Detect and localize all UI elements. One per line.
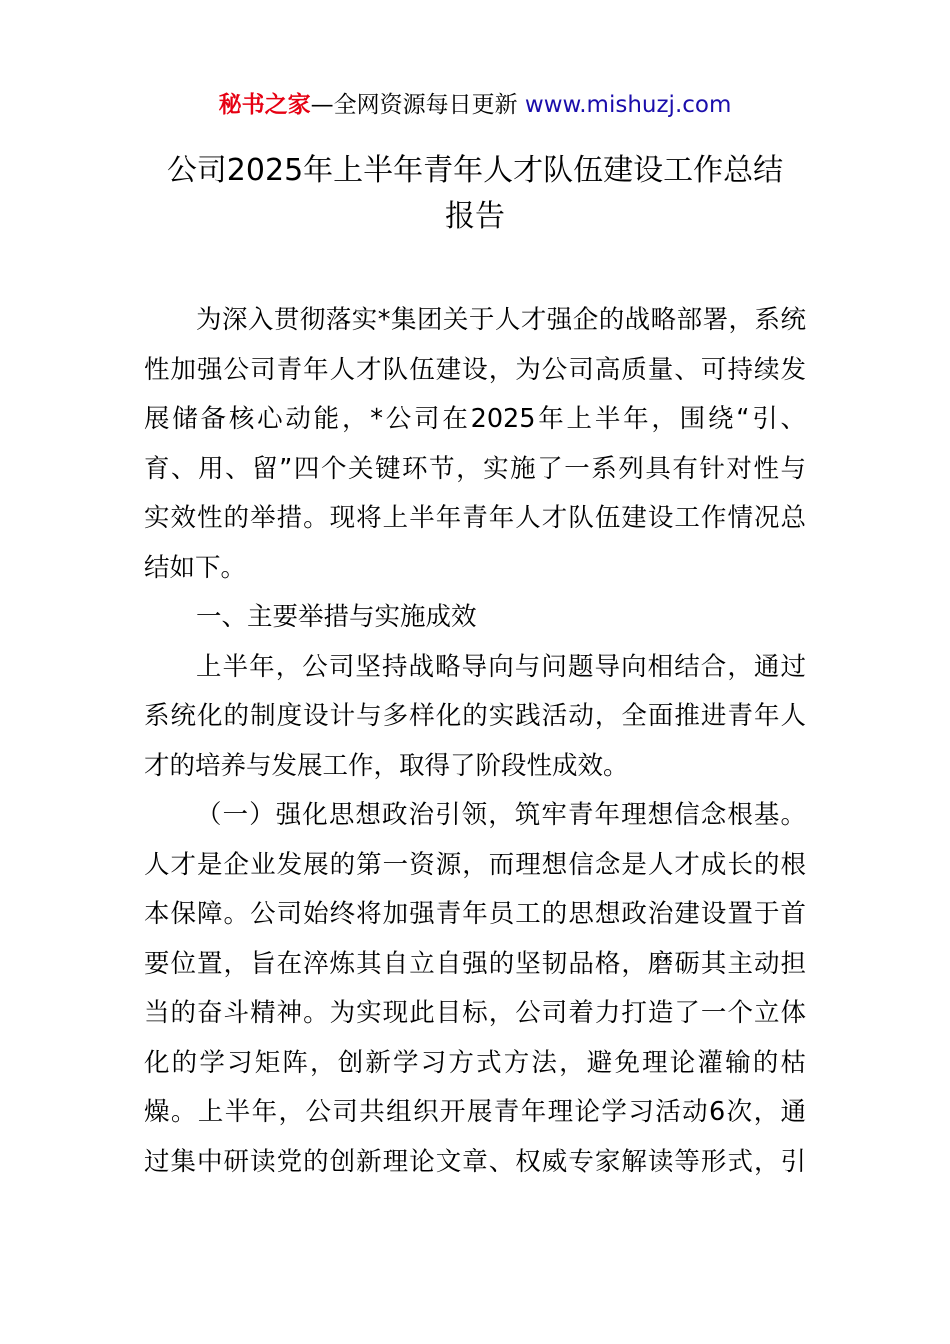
- document-title: [100, 148, 850, 240]
- paragraph-line: 过集中研读党的创新理论文章、权威专家解读等形式，引: [144, 1146, 806, 1177]
- paragraph-line: 育、用、留”四个关键环节，实施了一系列具有针对性与: [144, 453, 806, 484]
- paragraph-line: 实效性的举措。现将上半年青年人才队伍建设工作情况总: [144, 503, 806, 533]
- paragraph-line: 上半年，公司坚持战略导向与问题导向相结合，通过: [196, 651, 806, 682]
- paragraph-line: 燥。上半年，公司共组织开展青年理论学习活动6次，通: [144, 1097, 806, 1127]
- title-line-2: 报告: [445, 199, 505, 234]
- site-header: [0, 88, 950, 122]
- subsection-heading: （一）强化思想政治引领，筑牢青年理想信念根基。: [196, 800, 806, 830]
- paragraph-line: 要位置，旨在淬炼其自立自强的坚韧品格，磨砺其主动担: [144, 948, 806, 979]
- site-name: 秘书之家: [218, 92, 311, 118]
- paragraph-line: 本保障。公司始终将加强青年员工的思想政治建设置于首: [144, 899, 806, 929]
- paragraph-line: 为深入贯彻落实*集团关于人才强企的战略部署，系统: [196, 305, 806, 335]
- paragraph-line: 展储备核心动能，*公司在2025年上半年，围绕“引、: [144, 404, 806, 434]
- paragraph-line: 性加强公司青年人才队伍建设，为公司高质量、可持续发: [144, 354, 806, 385]
- paragraph-line: 人才是企业发展的第一资源，而理想信念是人才成长的根: [144, 849, 806, 880]
- site-tagline: —全网资源每日更新: [310, 92, 518, 118]
- document-body: [144, 296, 806, 1187]
- paragraph-line: 当的奋斗精神。为实现此目标，公司着力打造了一个立体: [144, 998, 806, 1028]
- title-line-1: 公司2025年上半年青年人才队伍建设工作总结: [166, 153, 784, 188]
- paragraph-line: 结如下。: [144, 552, 247, 583]
- paragraph-line: 才的培养与发展工作，取得了阶段性成效。: [144, 750, 629, 781]
- paragraph-line: 化的学习矩阵，创新学习方式方法，避免理论灌输的枯: [144, 1047, 806, 1078]
- paragraph-line: 系统化的制度设计与多样化的实践活动，全面推进青年人: [144, 701, 806, 731]
- section-heading: 一、主要举措与实施成效: [196, 602, 477, 632]
- site-url-link[interactable]: www.mishuzj.com: [524, 92, 732, 118]
